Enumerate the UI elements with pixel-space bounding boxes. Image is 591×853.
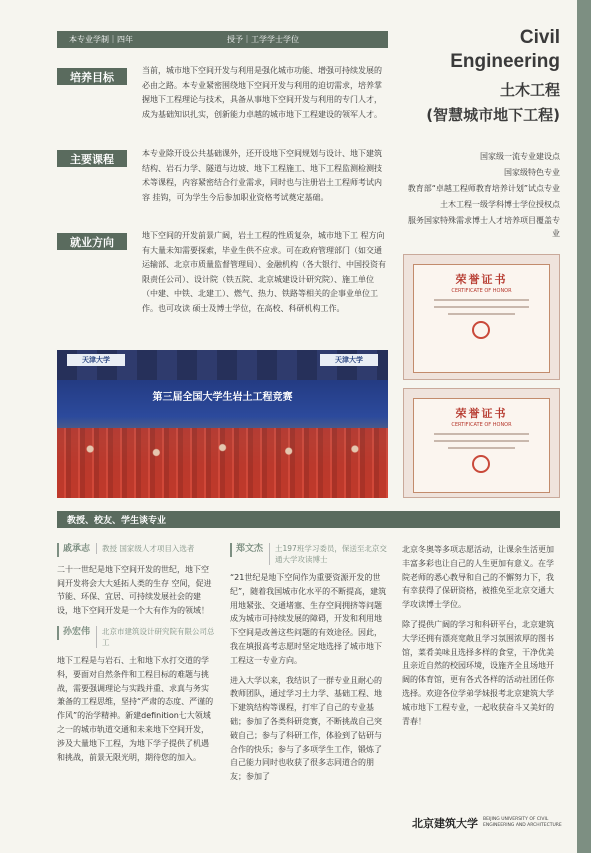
testimonial-text: 二十一世纪是地下空间开发的世纪，地下空间开发将会大大延拓人类的生存 空间，促进节能、环保、宜居、可持续发展社会的建设，地下空间开发是一个大有作为的领域！	[57, 564, 212, 616]
certificate-image	[403, 388, 560, 498]
section-label-courses: 主要课程	[57, 150, 127, 167]
certificate-subtitle: CERTIFICATE OF HONOR	[451, 422, 512, 429]
person-title: 北京市建筑设计研究院有限公司总工	[96, 626, 215, 648]
testimonial-text: 进入大学以来，我结识了一群专业且耐心的教师团队，通过学习土力学、基础工程、地下建筑结构等课程，打牢了自己的专业基础；参加了各类科研竞赛，不断挑战自己突破自己；参与了科研工作，体验到了钻研与合作的快乐；参与了多项学生工作，锻炼了自己能力同时也收获了很多志同道合的朋友；参加了	[230, 675, 382, 782]
certificate-title: 荣誉证书	[455, 407, 508, 421]
person-title: 土197班学习委员，保送至北京交通大学攻读博士	[269, 543, 388, 565]
testimonial-text: 除了提供广阔的学习和科研平台，北京建筑大学还拥有漂亮宽敞且学习氛围浓厚的图书馆，菜肴美味且选择多样的食堂，干净优美且亲近自然的校园环境，设施齐全且场地开阔的体育馆，更有各式各样的活动社团任你选择。欢迎各位学弟学妹报考北京建筑大学城市地下工程专业，一起收获奋斗又美好的青春！	[402, 619, 554, 726]
title-english: Civil Engineering	[450, 27, 560, 72]
testimonials-header: 教授、校友、学生谈专业	[57, 511, 560, 528]
honor-item: 土木工程一级学科博士学位授权点	[440, 200, 560, 209]
logo-english: BEIJING UNIVERSITY OF CIVIL ENGINEERING AND ARCHITECTURE	[483, 817, 562, 828]
person-header	[57, 543, 215, 557]
testimonial-text: “21世纪是地下空间作为重要资源开发的世纪”，随着我国城市化水平的不断提高，建筑用地紧张、交通堵塞、生存空间拥挤等问题成为城市可持续发展的障碍，开发和利用地下空间是改善这些问题的有效途径。因此，我在填报高考志愿时坚定地选择了城市地下工程这一专业方向。	[230, 573, 387, 665]
testimonial-column-2	[230, 543, 388, 784]
university-logo-right: 天津大学	[320, 354, 378, 366]
testimonial-column-3	[402, 543, 560, 728]
person-name: 戚承志	[57, 543, 90, 557]
logo-chinese: 北京建筑大学	[412, 817, 478, 830]
university-logo	[412, 815, 573, 831]
person-header	[230, 543, 388, 565]
person-title: 教授 国家级人才项目入选者	[96, 543, 194, 554]
honor-item: 国家级一流专业建设点	[480, 152, 560, 161]
person-name: 郑文杰	[230, 543, 263, 557]
testimonial-text: 北京冬奥等多项志愿活动，让课余生活更加丰富多彩也让自己的人生更加有意义。在学院老师的悉心教导和自己的不懈努力下，我有幸获得了保研资格，被推免至北京交通大学攻读博士学位。	[402, 545, 554, 610]
section-text-goals: 当前，城市地下空间开发与利用是强化城市功能、增强可持续发展的必由之路。本专业紧密围绕地下空间开发与利用的迫切需求，培养掌握地下工程理论与技术，具备从事地下空间开发与利用的专门人才，成为基础知识扎实，创新能力卓越的城市地下工程建设的领军人才。	[142, 66, 382, 119]
person-name: 孙宏伟	[57, 626, 90, 640]
section-label-careers: 就业方向	[57, 233, 127, 250]
degree-label: 授予｜工学学士学位	[227, 35, 299, 44]
group-of-students	[57, 428, 388, 498]
testimonial-text: 地下工程是与岩石、土和地下水打交道的学科，要面对自然条件和工程目标的难题与挑战，需要强调理论与实践并重、求真与务实兼备的工程思维，坚持“严肃的态度、严谨的作风”的治学精神。新建definition七大领域之一的城市轨道交通和未来地下空间开发，涉及大量地下工程，为地下学子提供了机遇和挑战，前景无限光明，期待您的加入。	[57, 655, 214, 762]
honors-list	[406, 150, 560, 243]
title-chinese: 土木工程 (智慧城市地下工程)	[426, 81, 560, 124]
seal-icon	[472, 321, 490, 339]
section-label-goals: 培养目标	[57, 68, 127, 85]
right-decorative-band	[577, 0, 591, 853]
honor-item: 教育部“卓越工程师教育培养计划”试点专业	[407, 184, 560, 193]
competition-banner: 第三届全国大学生岩土工程竞赛	[152, 392, 293, 403]
header-bar	[57, 31, 388, 48]
certificate-image	[403, 254, 560, 380]
honor-item: 国家级特色专业	[504, 168, 560, 177]
certificate-subtitle: CERTIFICATE OF HONOR	[451, 288, 512, 295]
certificate-title: 荣誉证书	[455, 273, 508, 287]
seal-icon	[472, 455, 490, 473]
testimonial-column-1	[57, 543, 215, 764]
section-text-courses: 本专业除开设公共基础课外，还开设地下空间规划与设计、地下建筑结构、岩石力学、隧道与边坡、地下工程施工、地下工程监测检测技术等课程，内容紧密结合行业需求，同时也与注册岩土工程师考试内容 挂钩，可为学生今后参加职业资格考试奠定基础。	[142, 149, 382, 202]
honor-item: 服务国家特殊需求博士人才培养项目覆盖专业	[408, 216, 560, 238]
duration-label: 本专业学制｜四年	[69, 35, 133, 44]
competition-photo	[57, 350, 388, 498]
section-text-careers: 地下空间的开发前景广阔，岩土工程的性质复杂，城市地下工 程方向有大量未知需要探索，毕业生供不应求。可在政府管理部门（如交通运输部、北京市质量监督管理局）、金融机构（各大银行、中国投资有限责任公司）、设计院（铁五院、北京城建设计研究院）、施工单位（中建、中铁、北建工）、燃气、热力、铁路等相关的企事业单位工作。也可攻读 硕士及博士学位，在高校、科研机构工作。	[142, 231, 386, 313]
university-logo-left: 天津大学	[67, 354, 125, 366]
person-header	[57, 626, 215, 648]
